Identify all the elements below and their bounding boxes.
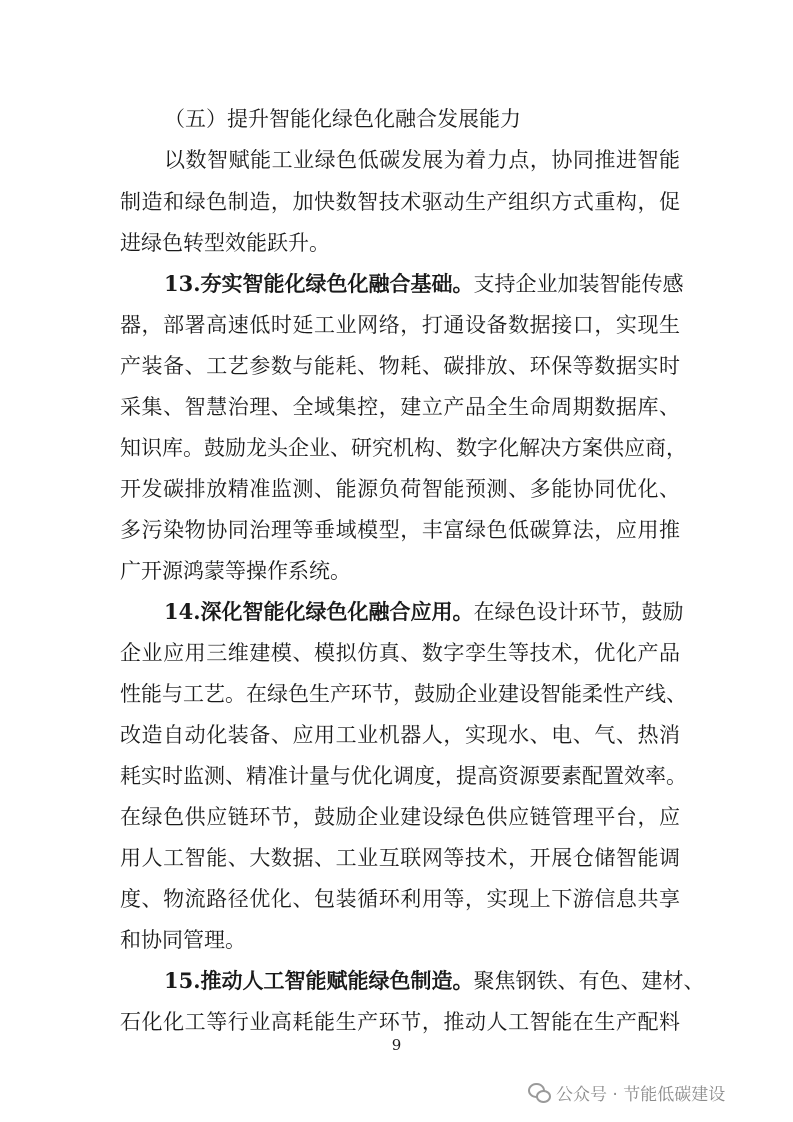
paragraph-line: 广开源鸿蒙等操作系统。 bbox=[120, 559, 351, 583]
page-number: 9 bbox=[391, 1036, 402, 1054]
paragraph-line: 进绿色转型效能跃升。 bbox=[120, 231, 330, 255]
paragraph-line: 器，部署高速低时延工业网络，打通设备数据接口，实现生 bbox=[120, 313, 680, 337]
wechat-icon bbox=[528, 1082, 550, 1102]
paragraph-line: 以数智赋能工业绿色低碳发展为着力点，协同推进智能 bbox=[164, 148, 680, 172]
paragraph-line: 多污染物协同治理等垂域模型，丰富绿色低碳算法，应用推 bbox=[120, 518, 680, 542]
paragraph-line: 耗实时监测、精准计量与优化调度，提高资源要素配置效率。 bbox=[120, 764, 687, 788]
paragraph-line: 度、物流路径优化、包装循环利用等，实现上下游信息共享 bbox=[120, 887, 680, 911]
paragraph-line: 采集、智慧治理、全域集控，建立产品全生命周期数据库、 bbox=[120, 395, 680, 419]
clause-13-title: 13.夯实智能化绿色化融合基础。 bbox=[164, 271, 474, 296]
paragraph-line: 企业应用三维建模、模拟仿真、数字孪生等技术，优化产品 bbox=[120, 641, 680, 665]
paragraph-line: 知识库。鼓励龙头企业、研究机构、数字化解决方案供应商， bbox=[120, 436, 687, 460]
paragraph-line: 在绿色供应链环节，鼓励企业建设绿色供应链管理平台，应 bbox=[120, 805, 680, 829]
clause-13-line: 13.夯实智能化绿色化融合基础。支持企业加装智能传感 bbox=[164, 271, 684, 296]
paragraph-line: 改造自动化装备、应用工业机器人，实现水、电、气、热消 bbox=[120, 723, 680, 747]
paragraph-line: 和协同管理。 bbox=[120, 928, 246, 952]
wechat-watermark bbox=[528, 1078, 725, 1106]
section-heading: （五）提升智能化绿色化融合发展能力 bbox=[164, 107, 521, 131]
clause-15-line: 15.推动人工智能赋能绿色制造。聚焦钢铁、有色、建材、 bbox=[164, 968, 705, 993]
clause-14-title: 14.深化智能化绿色化融合应用。 bbox=[164, 599, 474, 624]
paragraph-line: 用人工智能、大数据、工业互联网等技术，开展仓储智能调 bbox=[120, 846, 680, 870]
clause-15-title: 15.推动人工智能赋能绿色制造。 bbox=[164, 968, 474, 993]
paragraph-line: 石化化工等行业高耗能生产环节，推动人工智能在生产配料 bbox=[120, 1010, 680, 1034]
paragraph-line: 性能与工艺。在绿色生产环节，鼓励企业建设智能柔性产线、 bbox=[120, 682, 687, 706]
paragraph-line: 产装备、工艺参数与能耗、物耗、碳排放、环保等数据实时 bbox=[120, 354, 680, 378]
paragraph-line: 制造和绿色制造，加快数智技术驱动生产组织方式重构，促 bbox=[120, 190, 680, 214]
clause-14-line: 14.深化智能化绿色化融合应用。在绿色设计环节，鼓励 bbox=[164, 599, 684, 624]
watermark-text: 公众号 · 节能低碳建设 bbox=[556, 1084, 726, 1105]
paragraph-line: 开发碳排放精准监测、能源负荷智能预测、多能协同优化、 bbox=[120, 477, 680, 501]
